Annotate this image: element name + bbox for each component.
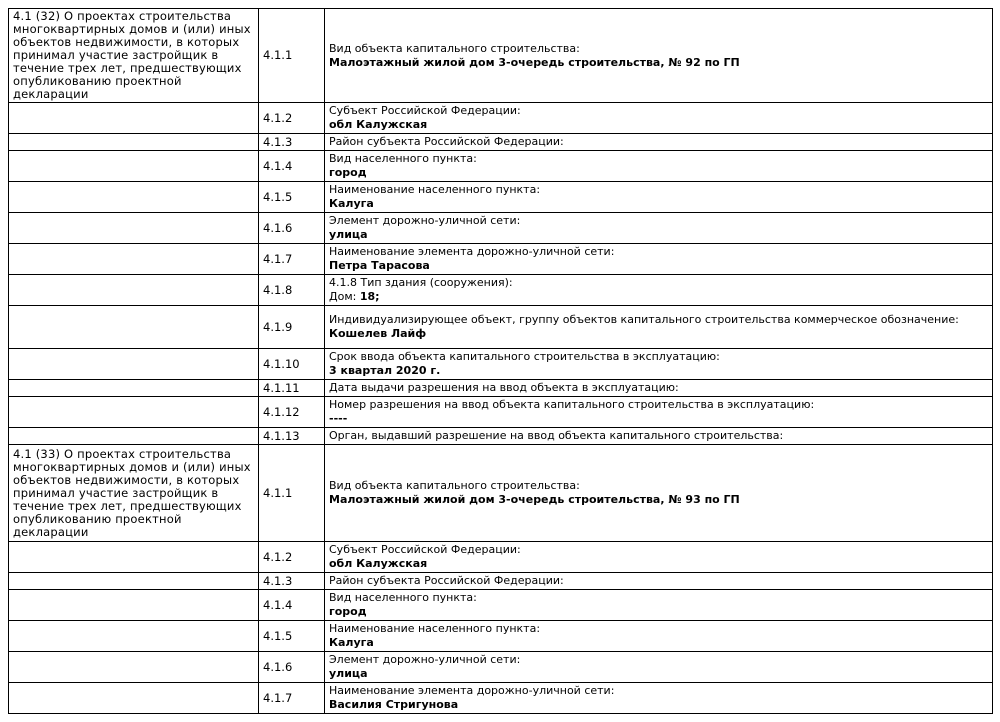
row-number: 4.1.3 <box>259 134 325 151</box>
field-label: Субъект Российской Федерации: <box>329 543 521 556</box>
empty-cell <box>9 397 259 428</box>
field-label: Элемент дорожно-уличной сети: <box>329 214 521 227</box>
field-label: Наименование элемента дорожно-уличной сети: <box>329 245 615 258</box>
table-row <box>9 683 993 714</box>
row-number: 4.1.8 <box>259 275 325 306</box>
table-row <box>9 306 993 349</box>
row-number: 4.1.2 <box>259 542 325 573</box>
row-number: 4.1.4 <box>259 590 325 621</box>
row-number: 4.1.7 <box>259 244 325 275</box>
table-row <box>9 621 993 652</box>
empty-cell <box>9 542 259 573</box>
section-description: 4.1 (32) О проектах строительства многоквартирных домов и (или) иных объектов недвижимости, в которых принимал участие застройщик в течение трех лет, предшествующих опубликованию проектной декларации <box>9 9 259 103</box>
row-number: 4.1.4 <box>259 151 325 182</box>
field-value: Дом: 18; <box>329 290 380 303</box>
row-number: 4.1.6 <box>259 213 325 244</box>
row-number: 4.1.10 <box>259 349 325 380</box>
row-number: 4.1.12 <box>259 397 325 428</box>
field-label: Район субъекта Российской Федерации: <box>329 574 564 587</box>
field-value: Малоэтажный жилой дом 3-очередь строительства, № 93 по ГП <box>329 493 740 506</box>
field-value: обл Калужская <box>329 557 428 570</box>
empty-cell <box>9 103 259 134</box>
table-row <box>9 380 993 397</box>
field-value: Петра Тарасова <box>329 259 430 272</box>
empty-cell <box>9 306 259 349</box>
table-row <box>9 428 993 445</box>
table-row <box>9 9 993 103</box>
field-label: Номер разрешения на ввод объекта капитального строительства в эксплуатацию: <box>329 398 815 411</box>
table-row <box>9 397 993 428</box>
row-number: 4.1.13 <box>259 428 325 445</box>
table-row <box>9 349 993 380</box>
empty-cell <box>9 683 259 714</box>
field-value: 3 квартал 2020 г. <box>329 364 441 377</box>
table-row <box>9 134 993 151</box>
field-value: улица <box>329 228 368 241</box>
field-label: Вид объекта капитального строительства: <box>329 479 580 492</box>
empty-cell <box>9 182 259 213</box>
row-number: 4.1.1 <box>259 9 325 103</box>
field-value: Калуга <box>329 636 374 649</box>
table-row <box>9 244 993 275</box>
field-value: город <box>329 166 367 179</box>
empty-cell <box>9 151 259 182</box>
row-number: 4.1.11 <box>259 380 325 397</box>
field-label: Наименование элемента дорожно-уличной сети: <box>329 684 615 697</box>
field-value: улица <box>329 667 368 680</box>
empty-cell <box>9 621 259 652</box>
row-number: 4.1.2 <box>259 103 325 134</box>
field-label: Дата выдачи разрешения на ввод объекта в эксплуатацию: <box>329 381 679 394</box>
field-label: Срок ввода объекта капитального строительства в эксплуатацию: <box>329 350 720 363</box>
empty-cell <box>9 428 259 445</box>
empty-cell <box>9 380 259 397</box>
table-row <box>9 652 993 683</box>
table-row <box>9 590 993 621</box>
table-row <box>9 542 993 573</box>
field-value: ---- <box>329 412 348 425</box>
declaration-table <box>8 8 993 714</box>
field-value: обл Калужская <box>329 118 428 131</box>
table-row <box>9 103 993 134</box>
row-number: 4.1.5 <box>259 182 325 213</box>
row-number: 4.1.7 <box>259 683 325 714</box>
empty-cell <box>9 244 259 275</box>
value-prefix: Дом: <box>329 290 360 303</box>
table-row <box>9 445 993 542</box>
empty-cell <box>9 590 259 621</box>
table-row <box>9 213 993 244</box>
row-number: 4.1.1 <box>259 445 325 542</box>
section-description: 4.1 (33) О проектах строительства многоквартирных домов и (или) иных объектов недвижимости, в которых принимал участие застройщик в течение трех лет, предшествующих опубликованию проектной декларации <box>9 445 259 542</box>
empty-cell <box>9 134 259 151</box>
field-value: Кошелев Лайф <box>329 327 427 340</box>
empty-cell <box>9 573 259 590</box>
field-label: Индивидуализирующее объект, группу объектов капитального строительства коммерческое обозначение: <box>329 313 959 326</box>
row-number: 4.1.3 <box>259 573 325 590</box>
field-label: Элемент дорожно-уличной сети: <box>329 653 521 666</box>
field-value: Малоэтажный жилой дом 3-очередь строительства, № 92 по ГП <box>329 55 740 69</box>
table-row <box>9 573 993 590</box>
field-label: 4.1.8 Тип здания (сооружения): <box>329 276 513 289</box>
field-value: Василия Стригунова <box>329 698 459 711</box>
field-label: Субъект Российской Федерации: <box>329 104 521 117</box>
empty-cell <box>9 275 259 306</box>
table-row <box>9 151 993 182</box>
empty-cell <box>9 213 259 244</box>
field-label: Вид населенного пункта: <box>329 152 477 165</box>
empty-cell <box>9 349 259 380</box>
field-label: Орган, выдавший разрешение на ввод объекта капитального строительства: <box>329 429 784 442</box>
field-label: Район субъекта Российской Федерации: <box>329 135 564 148</box>
field-label: Вид объекта капитального строительства: <box>329 41 580 55</box>
row-number: 4.1.6 <box>259 652 325 683</box>
field-label: Вид населенного пункта: <box>329 591 477 604</box>
row-number: 4.1.5 <box>259 621 325 652</box>
field-value: город <box>329 605 367 618</box>
table-row <box>9 182 993 213</box>
empty-cell <box>9 652 259 683</box>
field-label: Наименование населенного пункта: <box>329 622 541 635</box>
field-value: Калуга <box>329 197 374 210</box>
table-row <box>9 275 993 306</box>
row-number: 4.1.9 <box>259 306 325 349</box>
field-label: Наименование населенного пункта: <box>329 183 541 196</box>
